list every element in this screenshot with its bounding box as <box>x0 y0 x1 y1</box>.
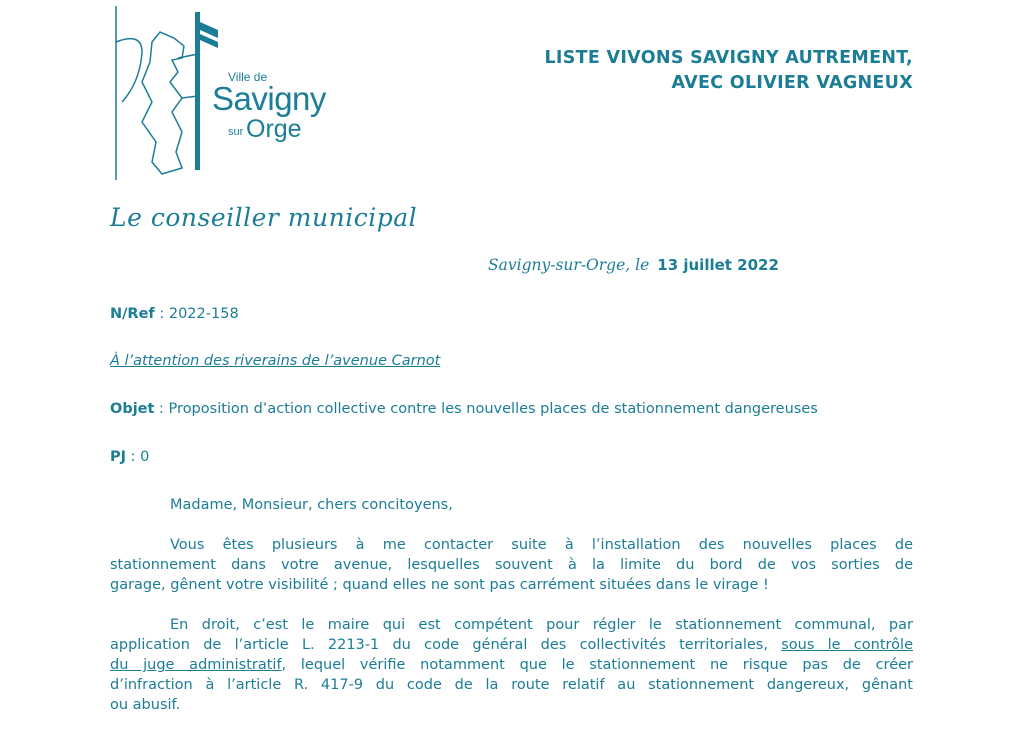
paragraph-2-line-3 <box>110 657 913 673</box>
date-place: Savigny-sur-Orge, le <box>488 256 650 274</box>
city-logo <box>112 2 326 182</box>
paragraph-2-line-2 <box>110 637 913 653</box>
p2-underlined: sous le contrôle <box>781 637 913 653</box>
sender-header <box>544 46 913 96</box>
subject-line <box>110 401 913 417</box>
paragraph-1-line-1: Vous êtes plusieurs à me contacter suite à l’installation des nouvelles places de <box>170 537 913 553</box>
paragraph-2-line-4: d’infraction à l’article R. 417-9 du code de la route relatif au stationnement dangereux, gênant <box>110 677 913 693</box>
objet-label: Objet <box>110 401 155 417</box>
greeting: Madame, Monsieur, chers concitoyens, <box>170 497 453 513</box>
ref-value: : 2022-158 <box>154 306 239 322</box>
reference-line <box>110 306 913 322</box>
pj-value: : 0 <box>126 449 150 465</box>
objet-value: : Proposition d’action collective contre les nouvelles places de stationnement dangereuses <box>154 401 818 417</box>
logo-savigny: Savigny <box>212 80 326 117</box>
letter-date: 13 juillet 2022 <box>657 256 779 274</box>
paragraph-2-line-5: ou abusif. <box>110 697 181 713</box>
p2-text: application de l’article L. 2213-1 du code général des collectivités territoriales, <box>110 637 782 653</box>
logo-sur: sur <box>228 126 244 138</box>
ref-label: N/Ref <box>110 306 155 322</box>
sender-role: Le conseiller municipal <box>110 203 418 232</box>
paragraph-1-line-2: stationnement dans votre avenue, lesquelles souvent à la limite du bord de vos sorties de <box>110 557 913 573</box>
attachments-line <box>110 449 913 465</box>
paragraph-2-line-1: En droit, c’est le maire qui est compétent pour régler le stationnement communal, par <box>170 617 913 633</box>
header-line-2: AVEC OLIVIER VAGNEUX <box>671 73 913 93</box>
paragraph-1-line-3: garage, gênent votre visibilité ; quand elles ne sont pas carrément situées dans le virage ! <box>110 577 769 593</box>
date-line <box>488 256 779 274</box>
attention-line <box>110 353 913 369</box>
logo-ville-de: Ville de <box>228 70 268 84</box>
p2-text-2: , lequel vérifie notamment que le stationnement ne risque pas de créer <box>281 657 913 673</box>
p2-underlined-2: du juge administratif <box>110 657 282 673</box>
logo-orge: Orge <box>246 115 302 143</box>
attention-text: À l’attention des riverains de l’avenue Carnot <box>110 353 441 369</box>
pj-label: PJ <box>110 449 127 465</box>
header-line-1: LISTE VIVONS SAVIGNY AUTREMENT, <box>544 48 913 68</box>
